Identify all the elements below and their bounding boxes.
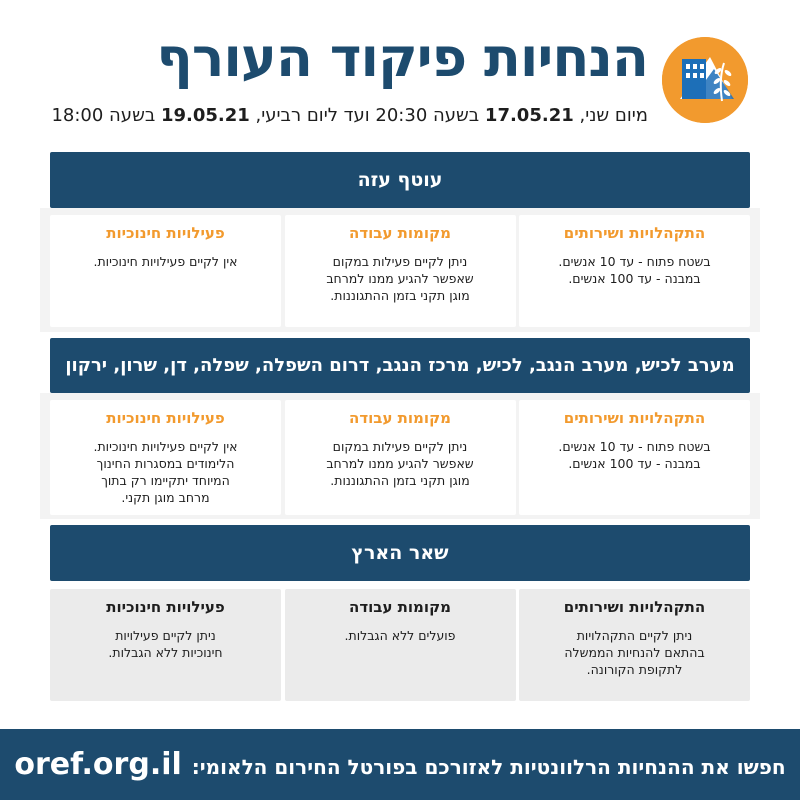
logo-icon [662, 37, 748, 123]
card-line: מוגן תקני בזמן ההתגוננות. [330, 473, 470, 488]
subtitle-text: בשעה 20:30 ועד ליום רביעי, [249, 105, 485, 126]
card-line: בשטח פתוח - עד 10 אנשים. [558, 254, 711, 269]
card-line: שאפשר להגיע ממנו למרחב [326, 271, 474, 286]
card-body [519, 253, 750, 287]
card-body [285, 253, 516, 304]
card-education [50, 215, 281, 327]
card-body [50, 438, 281, 506]
start-date: 17.05.21 [484, 105, 574, 126]
card-line: בשטח פתוח - עד 10 אנשים. [558, 439, 711, 454]
card-body [285, 438, 516, 489]
card-line: מרחב מוגן תקני. [121, 490, 210, 505]
region-cards-row [50, 400, 750, 515]
card-line: אין לקיים פעילויות חינוכיות. [93, 254, 238, 269]
card-line: שאפשר להגיע ממנו למרחב [326, 456, 474, 471]
region-header-central-south: מערב לכיש, מערב הנגב, לכיש, מרכז הנגב, דרום השפלה, שפלה, דן, שרון, ירקון [50, 338, 750, 393]
card-line: אין לקיים פעילויות חינוכיות. [93, 439, 238, 454]
card-heading: פעילויות חינוכיות [106, 409, 225, 427]
footer-banner [0, 729, 800, 800]
region-cards-row [50, 589, 750, 701]
card-heading: פעילויות חינוכיות [106, 598, 225, 616]
card-heading: מקומות עבודה [349, 409, 451, 427]
card-heading: פעילויות חינוכיות [106, 224, 225, 242]
card-line: לתקופת הקורונה. [586, 662, 683, 677]
card-gatherings [519, 589, 750, 701]
card-heading: התקהלויות ושירותים [563, 598, 706, 616]
card-heading: מקומות עבודה [349, 224, 451, 242]
card-line: ניתן לקיים פעילות במקום [332, 439, 468, 454]
card-line: ניתן לקיים פעילויות [115, 628, 216, 643]
subtitle-text: מיום שני, [573, 105, 648, 126]
footer-text: חפשו את ההנחיות הרלוונטיות לאזורכם בפורטל החירום הלאומי: [191, 755, 786, 779]
card-heading: התקהלויות ושירותים [563, 224, 706, 242]
card-line: בהתאם להנחיות הממשלה [564, 645, 705, 660]
date-range-subtitle [48, 101, 648, 131]
card-education [50, 400, 281, 515]
card-line: במבנה - עד 100 אנשים. [568, 271, 701, 286]
card-line: חינוכיות ללא הגבלות. [108, 645, 223, 660]
card-body [285, 627, 516, 644]
card-gatherings [519, 400, 750, 515]
card-body [50, 253, 281, 270]
region-cards-row [50, 215, 750, 327]
card-line: הלימודים במסגרות החינוך [96, 456, 235, 471]
portal-link[interactable]: oref.org.il [14, 747, 182, 782]
region-header-gaza-envelope: עוטף עזה [50, 152, 750, 208]
card-heading: מקומות עבודה [349, 598, 451, 616]
card-workplaces [285, 589, 516, 701]
footer-content [14, 747, 785, 782]
card-heading: התקהלויות ושירותים [563, 409, 706, 427]
card-workplaces [285, 400, 516, 515]
card-line: ניתן לקיים התקהלויות [576, 628, 693, 643]
end-date: 19.05.21 [160, 105, 250, 126]
card-line: ניתן לקיים פעילות במקום [332, 254, 468, 269]
card-workplaces [285, 215, 516, 327]
page-title: הנחיות פיקוד העורף [156, 26, 648, 89]
card-body [50, 627, 281, 661]
card-line: במבנה - עד 100 אנשים. [568, 456, 701, 471]
card-line: מוגן תקני בזמן ההתגוננות. [330, 288, 470, 303]
card-line: פועלים ללא הגבלות. [344, 628, 456, 643]
subtitle-text: בשעה 18:00 [51, 105, 161, 126]
card-education [50, 589, 281, 701]
card-line: המיוחד יתקיימו רק בתוך [101, 473, 230, 488]
region-header-rest-of-country: שאר הארץ [50, 525, 750, 581]
card-body [519, 438, 750, 472]
card-gatherings [519, 215, 750, 327]
home-front-command-logo [662, 37, 748, 123]
card-body [519, 627, 750, 678]
